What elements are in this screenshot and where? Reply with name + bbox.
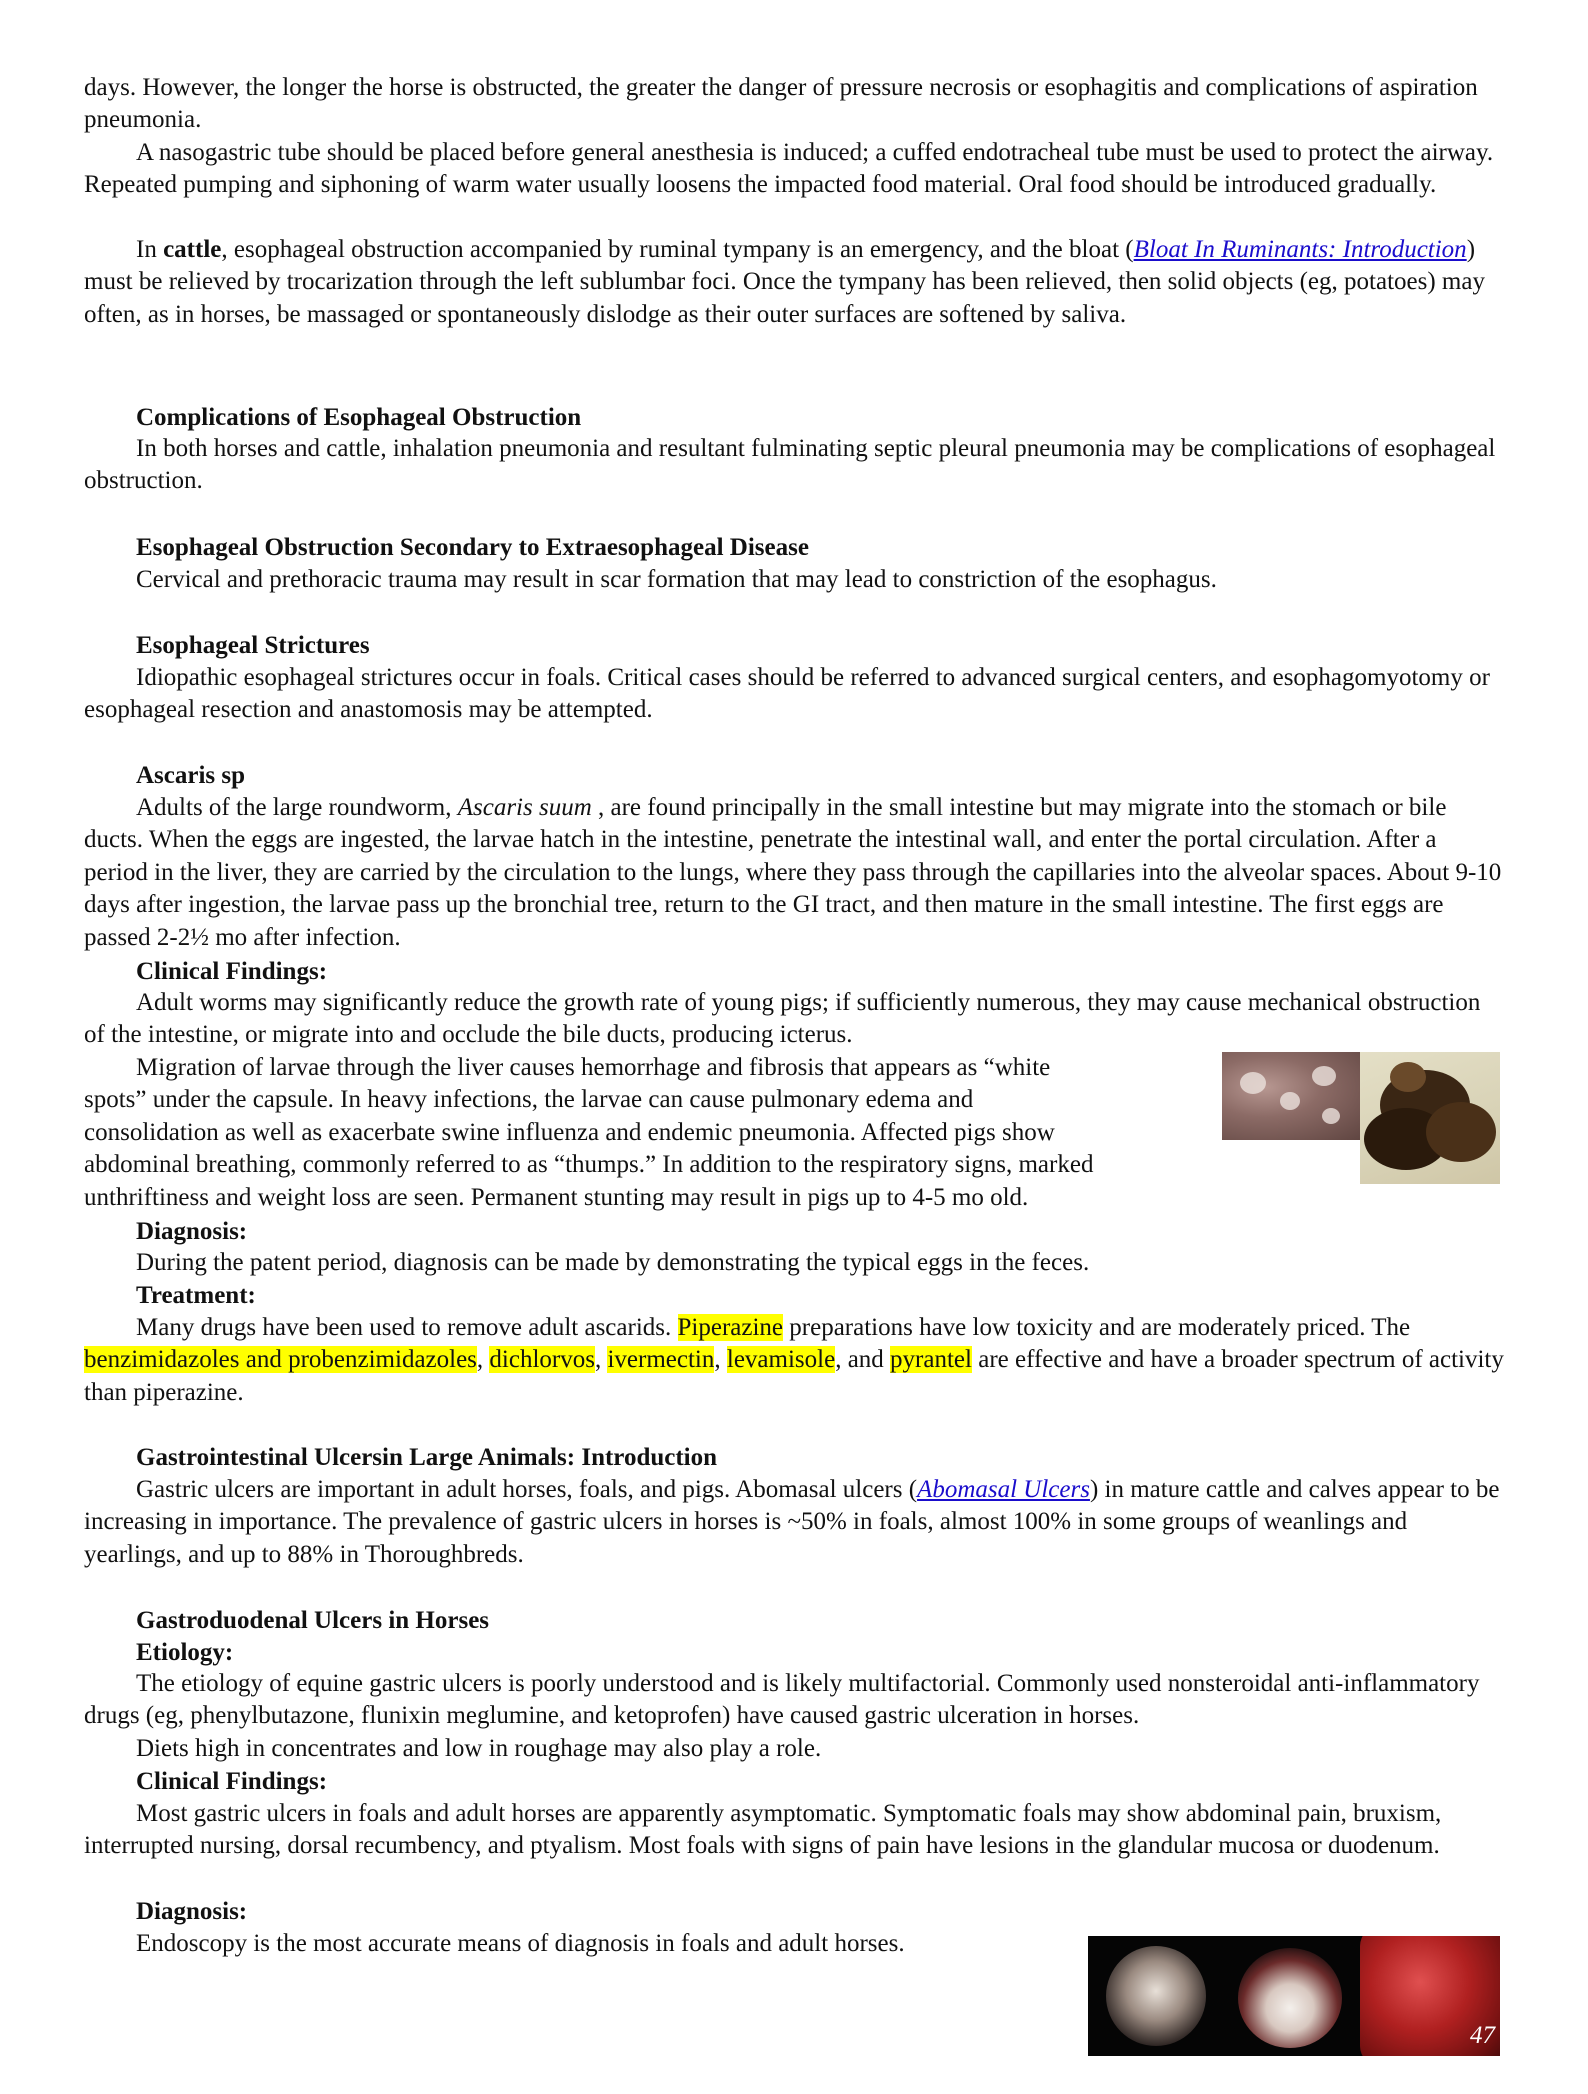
heading-strictures: Esophageal Strictures [136,632,370,659]
endoscopy-images [1088,1936,1500,2056]
highlight-levamisole: levamisole [726,1346,836,1374]
heading-gi-ulcers: Gastrointestinal Ulcersin Large Animals: Introduction [136,1444,718,1471]
paragraph-nasogastric: A nasogastric tube should be placed before general anesthesia is induced; a cuffed endotracheal tube must be used to protect the airway. Repeated pumping and siphoning of warm water usually loosens the impacted food material. Oral food should be introduced gradually. [84,139,1494,199]
page-number: 47 [1470,2022,1495,2049]
roundworm-mass-image [1360,1052,1500,1184]
liver-white-spots-image [1222,1052,1364,1140]
heading-gastro-clinical: Clinical Findings: [136,1768,328,1795]
paragraph-gastro-clinical: Most gastric ulcers in foals and adult horses are apparently asymptomatic. Symptomatic foals may show abdominal pain, bruxism, interrupted nursing, dorsal recumbency, and ptyalism. Most foals with signs of pain have lesions in the glandular mucosa or duodenum. [84,1800,1442,1860]
paragraph-secondary: Cervical and prethoracic trauma may result in scar formation that may lead to constriction of the esophagus. [136,566,1217,593]
abomasal-ulcers-link[interactable]: Abomasal Ulcers [917,1476,1090,1503]
term-cattle: cattle [163,236,222,263]
paragraph-etiology-1: The etiology of equine gastric ulcers is poorly understood and is likely multifactorial. Commonly used nonsteroidal anti-inflammatory drugs (eg, phenylbutazone, flunixin meglumine, and ketoprofen) have caused gastric ulceration in horses. [84,1670,1480,1730]
highlight-pyrantel: pyrantel [890,1346,972,1374]
paragraph-gastro-diagnosis: Endoscopy is the most accurate means of diagnosis in foals and adult horses. [136,1930,905,1957]
heading-etiology: Etiology: [136,1639,234,1666]
paragraph-cattle: In cattle, esophageal obstruction accompanied by ruminal tympany is an emergency, and the bloat (Bloat In Ruminants: Introduction) must be relieved by trocarization through the left sublumbar foci. Once the tympany has been relieved, then solid objects (eg, potatoes) may often, as in horses, be massaged or spontaneously dislodge as their outer surfaces are softened by saliva. [84,236,1485,328]
heading-gastroduodenal: Gastroduodenal Ulcers in Horses [136,1607,490,1634]
paragraph-etiology-2: Diets high in concentrates and low in roughage may also play a role. [136,1735,822,1762]
species-name: Ascaris suum [457,794,592,821]
paragraph-intro-1: days. However, the longer the horse is obstructed, the greater the danger of pressure necrosis or esophagitis and complications of aspiration pneumonia. [84,74,1478,134]
paragraph-gi-ulcers: Gastric ulcers are important in adult horses, foals, and pigs. Abomasal ulcers (Abomasal Ulcers) in mature cattle and calves appear to be increasing in importance. The prevalence of gastric ulcers in horses is ~50% in foals, almost 100% in some groups of weanlings and yearlings, and up to 88% in Thoroughbreds. [84,1476,1500,1568]
heading-ascaris-treatment: Treatment: [136,1282,256,1309]
paragraph-ascaris-diagnosis: During the patent period, diagnosis can be made by demonstrating the typical eggs in the feces. [136,1249,1090,1276]
highlight-dichlorvos: dichlorvos [489,1346,595,1374]
paragraph-ascaris-treatment: Many drugs have been used to remove adult ascarids. Piperazine preparations have low toxicity and are moderately priced. The benzimidazoles and probenzimidazoles, dichlorvos, ivermectin, levamisole, and pyrantel are effective and have a broader spectrum of activity than piperazine. [84,1314,1504,1406]
paragraph-strictures: Idiopathic esophageal strictures occur in foals. Critical cases should be referred to advanced surgical centers, and esophagomyotomy or esophageal resection and anastomosis may be attempted. [84,664,1490,724]
heading-gastro-diagnosis: Diagnosis: [136,1898,248,1925]
paragraph-ascaris: Adults of the large roundworm, Ascaris suum , are found principally in the small intestine but may migrate into the stomach or bile ducts. When the eggs are ingested, the larvae hatch in the intestine, penetrate the intestinal wall, and enter the portal circulation. After a period in the liver, they are carried by the circulation to the lungs, where they pass through the capillaries into the alveolar spaces. About 9-10 days after ingestion, the larvae pass up the bronchial tree, return to the GI tract, and then mature in the small intestine. The first eggs are passed 2-2½ mo after infection. [84,794,1502,951]
heading-ascaris: Ascaris sp [136,762,246,789]
paragraph-complications: In both horses and cattle, inhalation pneumonia and resultant fulminating septic pleural pneumonia may be complications of esophageal obstruction. [84,435,1496,495]
highlight-ivermectin: ivermectin [607,1346,715,1374]
heading-secondary: Esophageal Obstruction Secondary to Extraesophageal Disease [136,534,809,561]
heading-complications: Complications of Esophageal Obstruction [136,404,582,431]
heading-ascaris-diagnosis: Diagnosis: [136,1218,248,1245]
paragraph-ascaris-clinical-1: Adult worms may significantly reduce the growth rate of young pigs; if sufficiently numerous, they may cause mechanical obstruction of the intestine, or migrate into and occlude the bile ducts, producing icterus. [84,989,1481,1049]
bloat-link[interactable]: Bloat In Ruminants: Introduction [1133,236,1467,263]
highlight-piperazine: Piperazine [677,1314,784,1341]
paragraph-ascaris-clinical-2: Migration of larvae through the liver causes hemorrhage and fibrosis that appears as “white spots” under the capsule. In heavy infections, the larvae can cause pulmonary edema and consolidation as well as exacerbate swine influenza and endemic pneumonia. Affected pigs show abdominal breathing, commonly referred to as “thumps.” In addition to the respiratory signs, marked unthriftiness and weight loss are seen. Permanent stunting may result in pigs up to 4-5 mo old. [84,1054,1094,1211]
highlight-benzimidazoles: benzimidazoles and probenzimidazoles [84,1346,477,1374]
heading-ascaris-clinical: Clinical Findings: [136,958,328,985]
